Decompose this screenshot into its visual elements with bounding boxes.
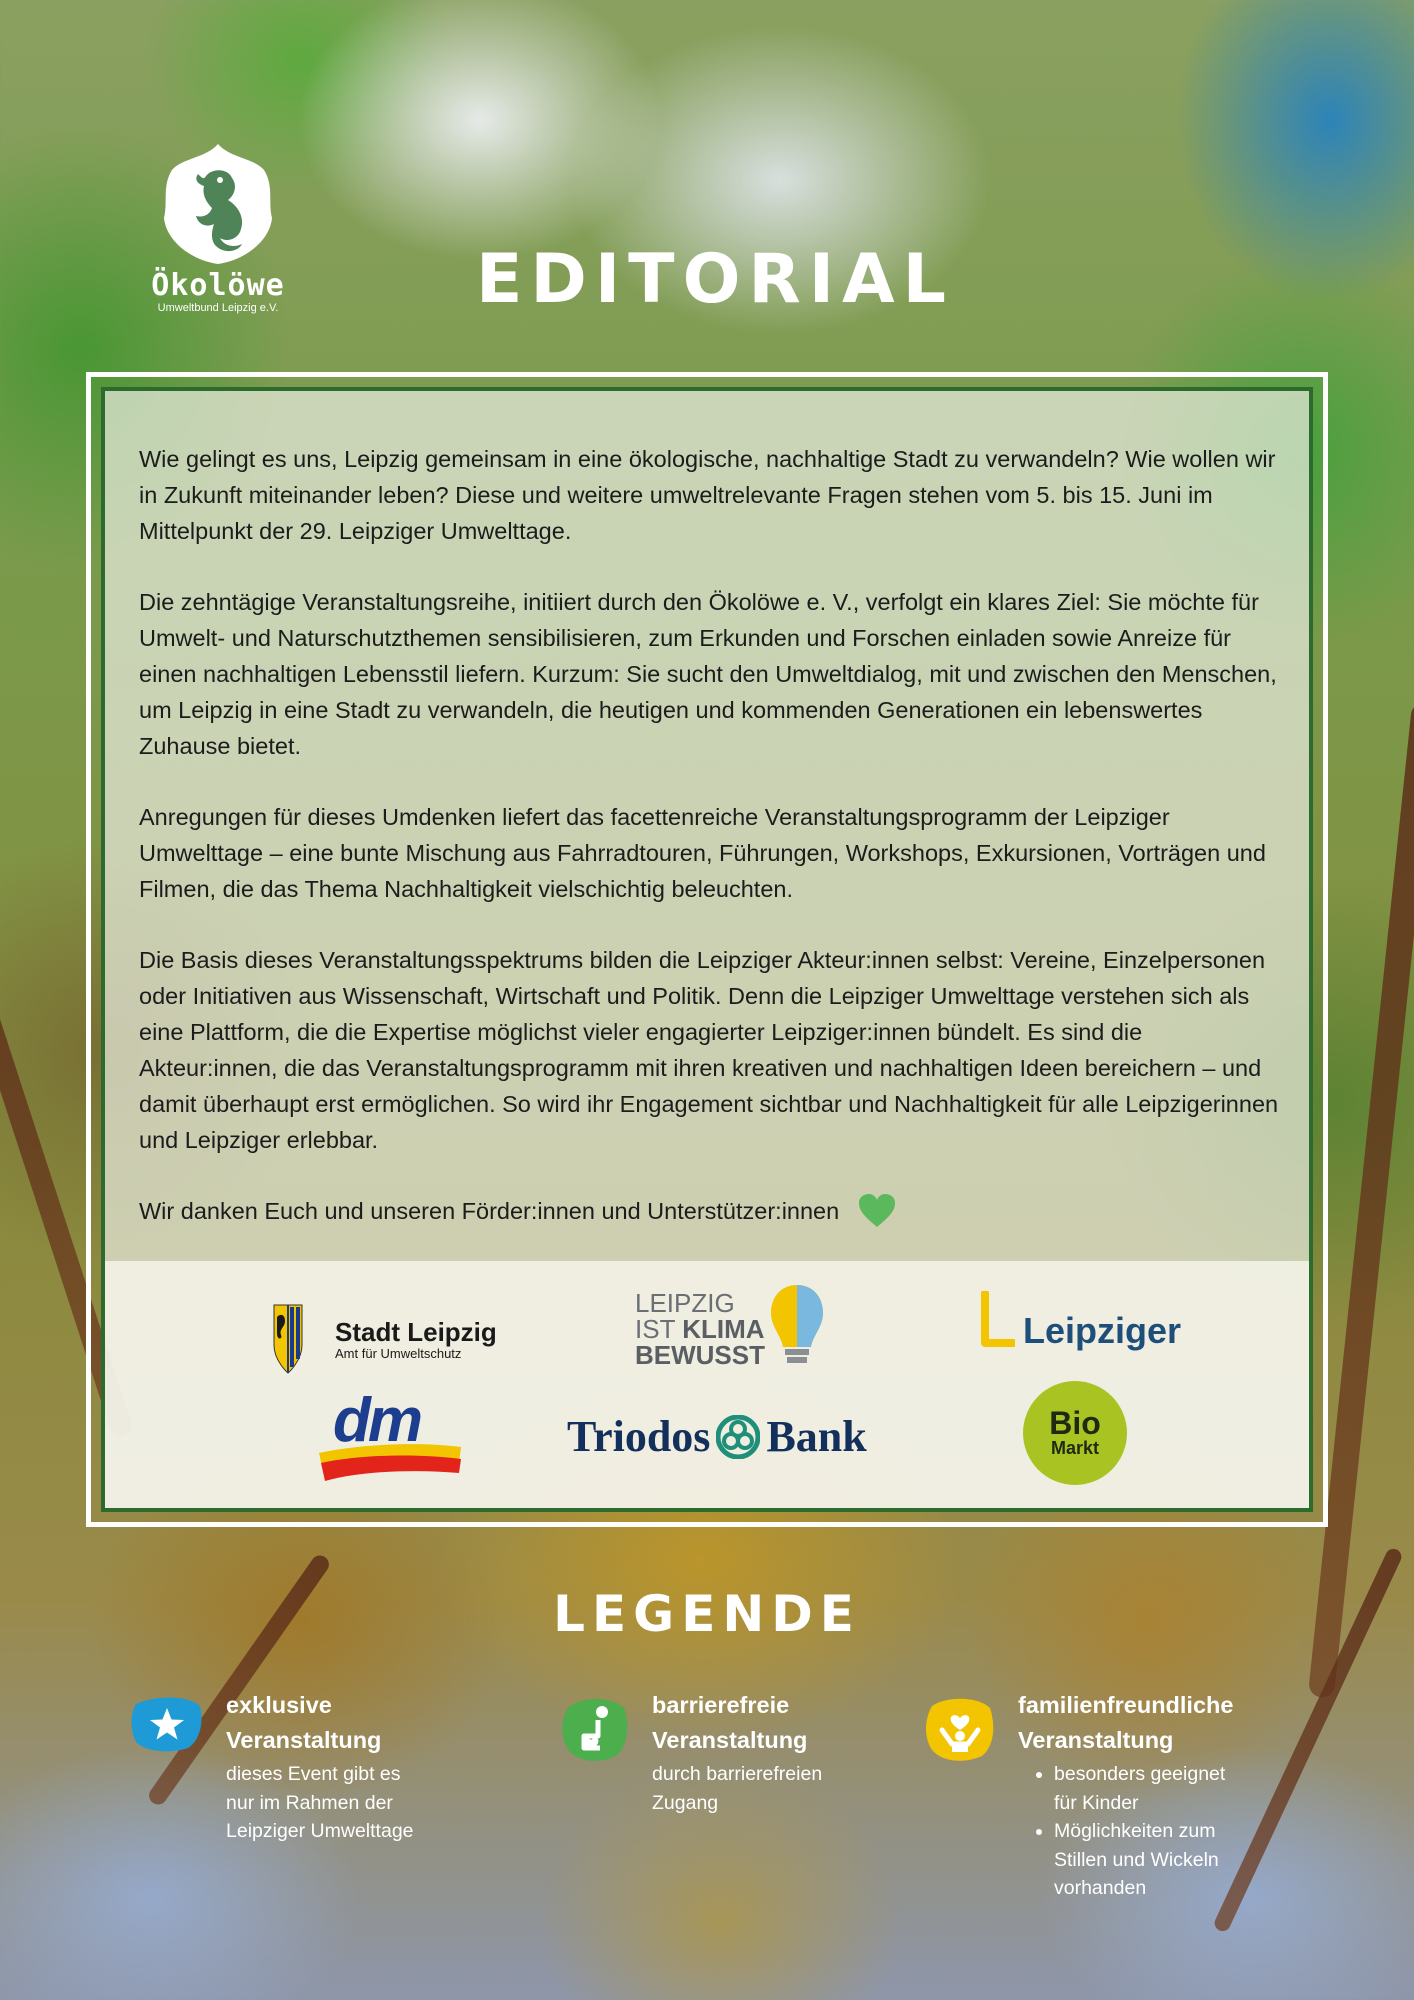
accessibility-icon bbox=[560, 1696, 630, 1762]
leipziger-logo[interactable] bbox=[981, 1291, 1181, 1351]
editorial-frame bbox=[86, 372, 1328, 1527]
star-icon bbox=[130, 1696, 204, 1752]
triodos-text: Triodos bbox=[567, 1412, 711, 1461]
klima-line3-text: BEWUSST bbox=[635, 1340, 765, 1370]
thanks-text: Wir danken Euch und unseren Förder:innen und Unterstützer:innen bbox=[139, 1198, 840, 1224]
leipziger-mark-icon bbox=[981, 1291, 1015, 1351]
triodos-knot-icon bbox=[716, 1415, 760, 1459]
bank-text: Bank bbox=[766, 1412, 867, 1461]
klima-line2b: KLIMA bbox=[682, 1314, 765, 1344]
bulb-icon bbox=[769, 1281, 825, 1377]
editorial-inner-frame bbox=[101, 387, 1313, 1512]
editorial-paragraph: Anregungen für dieses Umdenken liefert das facettenreiche Veranstaltungsprogramm der Leipziger Umwelttage – eine bunte Mischung aus Fahrradtouren, Führungen, Workshops, Exkursionen, Vorträgen und Filmen, die das Thema Nachhaltigkeit vielschichtig beleuchten. bbox=[139, 804, 1266, 902]
legend-title: LEGENDE bbox=[553, 1585, 861, 1643]
editorial-paragraph: Die Basis dieses Veranstaltungsspektrums bilden die Leipziger Akteur:innen selbst: Vereine, Einzelpersonen oder Initiativen aus Wissenschaft, Wirtschaft und Politik. Denn die Leipziger Umwelttage verstehen sich als eine Plattform, die die Expertise möglichst vieler engagierter Leipziger:innen bündelt. Es sind die Akteur:innen, die das Veranstaltungsprogramm mit ihren kreativen und nachhaltigen Ideen bereichern – und damit überhaupt erst ermöglichen. So wird ihr Engagement sichtbar und Nachhaltigkeit für alle Leipzigerinnen und Leipziger erlebbar. bbox=[139, 947, 1279, 1153]
legend-title-1: familienfreundliche bbox=[1018, 1692, 1234, 1718]
logo-subtitle: Umweltbund Leipzig e.V. bbox=[157, 302, 279, 314]
heart-icon bbox=[857, 1193, 897, 1229]
leipzig-klima-logo[interactable] bbox=[635, 1281, 825, 1377]
klima-line2 bbox=[635, 1316, 765, 1342]
legend-item-accessible bbox=[560, 1688, 822, 1817]
legend-bullet-line: vorhanden bbox=[1054, 1877, 1147, 1899]
stadt-leipzig-subtitle: Amt für Umweltschutz bbox=[335, 1345, 462, 1361]
legend-desc-line: dieses Event gibt es bbox=[226, 1763, 401, 1785]
legend-title-1: barrierefreie bbox=[652, 1692, 790, 1718]
editorial-title: EDITORIAL bbox=[475, 240, 954, 319]
legend-bullet-line: für Kinder bbox=[1054, 1791, 1139, 1814]
editorial-paragraph: Die zehntägige Veranstaltungsreihe, initiiert durch den Ökolöwe e. V., verfolgt ein klares Ziel: Sie möchte für Umwelt- und Naturschutzthemen sensibilisieren, zum Erkunden und Forschen einladen sowie Anreize für einen nachhaltigen Lebensstil liefern. Kurzum: Sie sucht den Umweltdialog, mit und zwischen den Menschen, um Leipzig in eine Stadt zu verwandeln, die heutigen und kommenden Generationen ein lebenswertes Zuhause bietet. bbox=[139, 589, 1277, 759]
legend-title-2: Veranstaltung bbox=[652, 1727, 808, 1753]
legend-title-2: Veranstaltung bbox=[226, 1727, 382, 1753]
biomarkt-logo[interactable] bbox=[1023, 1381, 1127, 1485]
legend-description bbox=[652, 1760, 822, 1817]
legend-item-exclusive bbox=[130, 1688, 414, 1846]
legend-bullet-line: besonders geeignet bbox=[1054, 1763, 1226, 1785]
klima-text bbox=[635, 1290, 765, 1368]
logo-name: Ökolöwe bbox=[151, 268, 285, 303]
coat-of-arms-icon bbox=[255, 1303, 321, 1375]
dm-logo[interactable] bbox=[315, 1386, 465, 1485]
legend-bullet bbox=[1054, 1760, 1233, 1817]
stadt-leipzig-logo[interactable] bbox=[255, 1303, 497, 1375]
biomarkt-line2: Markt bbox=[1050, 1438, 1099, 1458]
family-icon bbox=[924, 1696, 996, 1762]
triodos-bank-logo[interactable] bbox=[567, 1411, 867, 1462]
stadt-leipzig-title: Stadt Leipzig bbox=[335, 1316, 497, 1347]
editorial-paragraph: Wie gelingt es uns, Leipzig gemeinsam in eine ökologische, nachhaltige Stadt zu verwandeln? Wie wollen wir in Zukunft miteinander leben? Diese und weitere umweltrelevante Fragen stehen vom 5. bis 15. Juni im Mittelpunkt der 29. Leipziger Umwelttage. bbox=[139, 446, 1276, 544]
thanks-line bbox=[139, 1193, 1281, 1229]
dm-text: dm bbox=[333, 1386, 420, 1455]
legend-bullet bbox=[1054, 1817, 1233, 1903]
sponsor-logo-panel bbox=[105, 1261, 1309, 1508]
leipziger-text: Leipziger bbox=[1023, 1310, 1182, 1351]
biomarkt-line1: Bio bbox=[1049, 1405, 1101, 1441]
legend-desc-line: Zugang bbox=[652, 1791, 719, 1814]
klima-line2a: IST bbox=[635, 1314, 683, 1344]
legend-title-2: Veranstaltung bbox=[1018, 1727, 1174, 1753]
legend-description bbox=[226, 1760, 414, 1846]
legend-bullet-line: Stillen und Wickeln bbox=[1054, 1848, 1219, 1871]
legend-description bbox=[1018, 1760, 1233, 1903]
klima-line1: LEIPZIG bbox=[635, 1288, 735, 1318]
legend-bullet-line: Möglichkeiten zum bbox=[1054, 1820, 1216, 1842]
legend-desc-line: durch barrierefreien bbox=[652, 1763, 823, 1785]
legend-item-family bbox=[924, 1688, 1233, 1903]
legend-title-1: exklusive bbox=[226, 1692, 332, 1718]
legend-desc-line: nur im Rahmen der bbox=[226, 1791, 393, 1814]
legend-desc-line: Leipziger Umwelttage bbox=[226, 1820, 414, 1842]
editorial-text-panel bbox=[105, 391, 1309, 1261]
klima-line3 bbox=[635, 1342, 765, 1368]
